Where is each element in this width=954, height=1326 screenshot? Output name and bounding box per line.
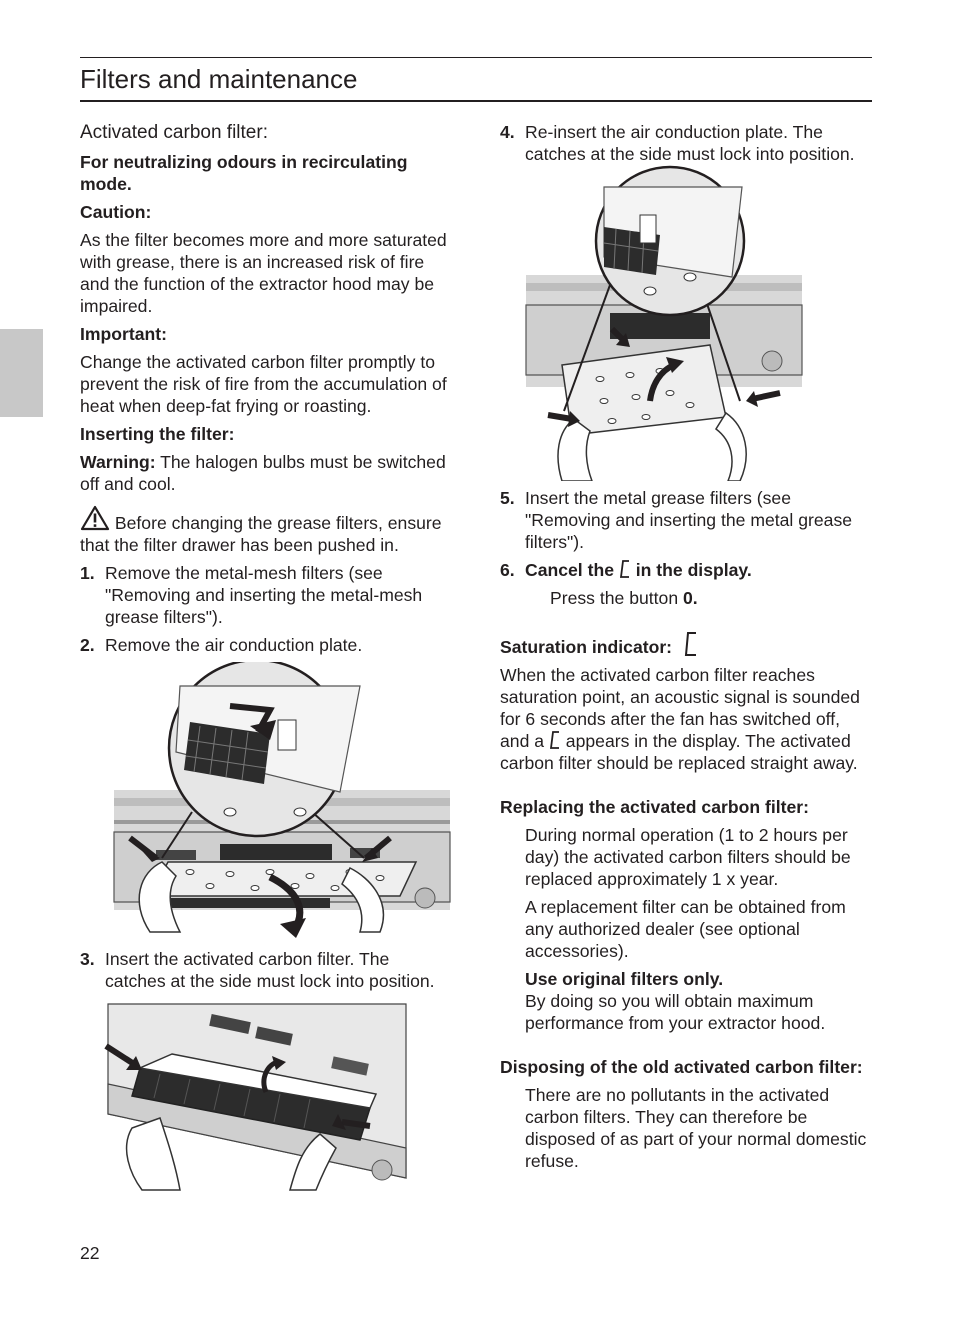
hazard-paragraph xyxy=(80,505,452,556)
saturation-symbol-icon xyxy=(683,631,699,657)
caution-text: As the filter becomes more and more saturated with grease, there is an increased risk of fire and the function of the extractor hood may be impaired. xyxy=(80,230,447,316)
press-text: Press the button xyxy=(550,588,684,608)
figure-reinsert-plate xyxy=(500,165,820,481)
hazard-text: Before changing the grease filters, ensure that the filter drawer has been pushed in. xyxy=(80,513,442,555)
step-text: Insert the metal grease filters (see "Removing and inserting the metal grease filters"). xyxy=(525,488,853,552)
replacing-text-2: A replacement filter can be obtained from any authorized dealer (see optional accessories). xyxy=(525,897,846,961)
caution-label: Caution: xyxy=(80,202,152,222)
saturation-text-pre: When the activated carbon filter reaches saturation point, an acoustic signal is sounded for 6 seconds after the fan has switched off, and a xyxy=(500,665,860,751)
replacing-text-1: During normal operation (1 to 2 hours per day) the activated carbon filters should be replaced approximately 1 x year. xyxy=(525,825,851,889)
original-filters-text: By doing so you will obtain maximum performance from your extractor hood. xyxy=(525,991,826,1033)
step-text: Re-insert the air conduction plate. The catches at the side must lock into position. xyxy=(525,122,855,164)
step-3 xyxy=(80,948,452,992)
step-text: Insert the activated carbon filter. The catches at the side must lock into position. xyxy=(105,949,435,991)
step-number: 3. xyxy=(80,949,95,969)
original-filters-label xyxy=(500,968,872,990)
step-6 xyxy=(500,559,872,581)
warning-text: The halogen bulbs must be switched off and cool. xyxy=(80,452,446,494)
step-5 xyxy=(500,487,872,553)
warning-triangle-icon xyxy=(80,505,110,531)
step-text-pre: Cancel the xyxy=(525,560,619,580)
inserting-label: Inserting the filter: xyxy=(80,424,235,444)
step-1 xyxy=(80,562,452,628)
right-column xyxy=(500,121,872,1178)
step-2 xyxy=(80,634,452,656)
saturation-text-post: appears in the display. The activated carbon filter should be replaced straight away. xyxy=(500,731,858,773)
section-subtitle: For neutralizing odours in recirculating mode. xyxy=(80,152,408,194)
header-rule-bottom xyxy=(80,100,872,102)
button-label: 0. xyxy=(683,588,698,608)
step-number: 4. xyxy=(500,122,515,142)
saturation-symbol-icon xyxy=(619,559,631,579)
replacing-label: Replacing the activated carbon filter: xyxy=(500,797,809,817)
step-text: Remove the air conduction plate. xyxy=(105,635,363,655)
step-number: 6. xyxy=(500,560,515,580)
step-number: 5. xyxy=(500,488,515,508)
important-label: Important: xyxy=(80,324,167,344)
step-text: Remove the metal-mesh filters (see "Removing and inserting the metal-mesh grease filters"). xyxy=(105,563,423,627)
figure-insert-filter xyxy=(80,998,410,1194)
saturation-symbol-icon xyxy=(549,730,561,750)
saturation-label-line xyxy=(500,631,872,658)
step-text-post: in the display. xyxy=(630,560,752,580)
chapter-tab xyxy=(0,329,43,417)
header-rule-top xyxy=(80,57,872,58)
disposing-text: There are no pollutants in the activated carbon filters. They can therefore be disposed of as part of your normal domestic refuse. xyxy=(525,1085,867,1171)
saturation-text xyxy=(500,664,872,774)
warning-label: Warning: xyxy=(80,452,156,472)
step-number: 1. xyxy=(80,563,95,583)
section-title: Activated carbon filter: xyxy=(80,122,268,143)
figure-remove-plate xyxy=(80,662,452,942)
page-title: Filters and maintenance xyxy=(80,64,358,94)
warning-paragraph xyxy=(80,451,452,495)
step-4 xyxy=(500,121,872,165)
original-label: Use original filters only. xyxy=(525,969,724,989)
press-instruction xyxy=(500,587,872,609)
page-number: 22 xyxy=(80,1243,100,1263)
important-text: Change the activated carbon filter promptly to prevent the risk of fire from the accumulation of heat when deep-fat frying or roasting. xyxy=(80,352,447,416)
saturation-label: Saturation indicator: xyxy=(500,637,673,657)
left-column xyxy=(80,121,452,1200)
disposing-label: Disposing of the old activated carbon filter: xyxy=(500,1057,863,1077)
step-number: 2. xyxy=(80,635,95,655)
